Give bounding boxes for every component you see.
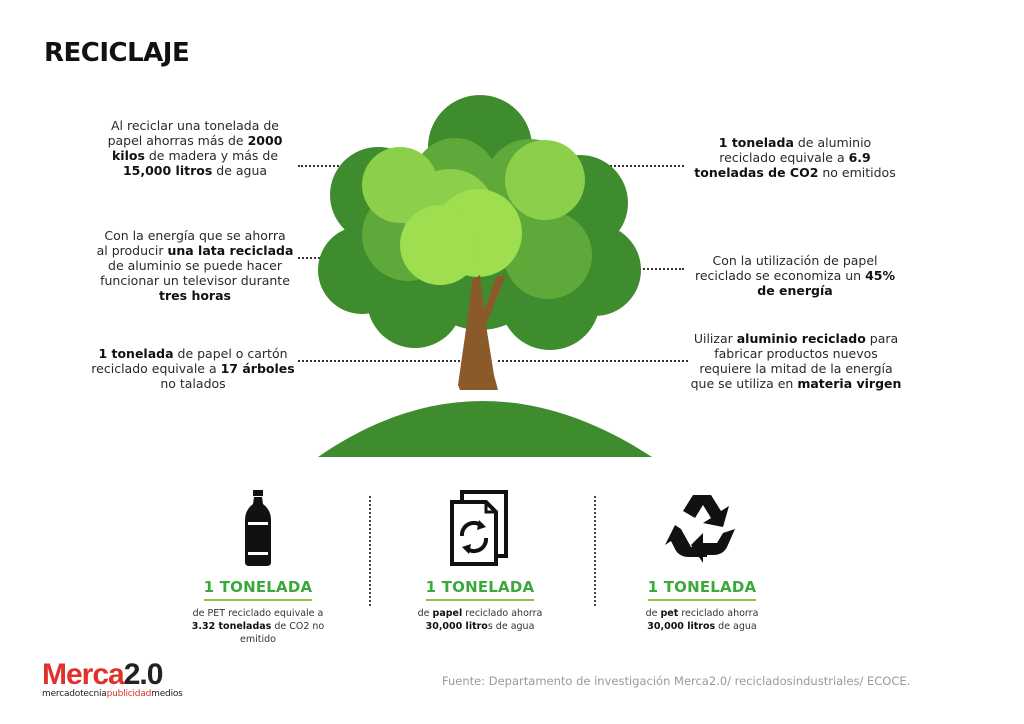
fact-left-1: Al reciclar una tonelada de papel ahorras más de 2000 kilos de madera y más de 15,000 litros de agua xyxy=(107,118,283,178)
fact-right-1: 1 tonelada de aluminio reciclado equivale a 6.9 toneladas de CO2 no emitidos xyxy=(694,135,896,180)
logo-sub-c: medios xyxy=(151,689,183,699)
fact-left-2: Con la energía que se ahorra al producir una lata reciclada de aluminio se puede hacer funcionar un televisor durante tres horas xyxy=(96,228,294,303)
recycled-paper-icon xyxy=(380,488,580,568)
fact-right-2: Con la utilización de papel reciclado se economiza un 45% de energía xyxy=(694,253,895,298)
logo-brand xyxy=(42,660,183,690)
stat-underline xyxy=(426,599,534,601)
separator-1 xyxy=(369,496,371,606)
recycle-symbol-icon xyxy=(602,488,802,568)
logo-sub-a: mercadotecnia xyxy=(42,689,107,699)
stat-heading: 1 TONELADA xyxy=(203,578,313,596)
stat-heading: 1 TONELADA xyxy=(425,578,535,596)
logo-brand-a: Merca xyxy=(42,658,124,691)
plastic-bottle-icon xyxy=(158,488,358,568)
stat-description: de pet reciclado ahorra 30,000 litros de agua xyxy=(645,608,759,632)
fact-right-3: Uilizar aluminio reciclado para fabricar productos nuevos requiere la mitad de la energía que se utiliza en materia virgen xyxy=(690,331,902,391)
stat-description: de PET reciclado equivale a 3.32 toneladas de CO2 no emitido xyxy=(191,608,325,645)
merca20-logo xyxy=(42,660,183,699)
stat-pet-water xyxy=(602,488,802,633)
stat-underline xyxy=(204,599,312,601)
stat-description: de papel reciclado ahorra 30,000 litros de agua xyxy=(417,608,543,632)
separator-2 xyxy=(594,496,596,606)
stat-underline xyxy=(648,599,756,601)
stat-heading: 1 TONELADA xyxy=(647,578,757,596)
logo-sub-b: publicidad xyxy=(106,689,152,699)
logo-brand-b: 2.0 xyxy=(123,658,163,691)
tree-illustration xyxy=(300,85,660,460)
fact-left-3: 1 tonelada de papel o cartón reciclado equivale a 17 árboles no talados xyxy=(91,346,295,391)
source-note: Fuente: Departamento de investigación Merca2.0/ recicladosindustriales/ ECOCE. xyxy=(442,674,911,688)
page-title: RECICLAJE xyxy=(44,38,190,68)
logo-tagline xyxy=(42,689,183,699)
hill xyxy=(318,401,652,457)
stat-paper xyxy=(380,488,580,633)
stat-pet xyxy=(158,488,358,646)
